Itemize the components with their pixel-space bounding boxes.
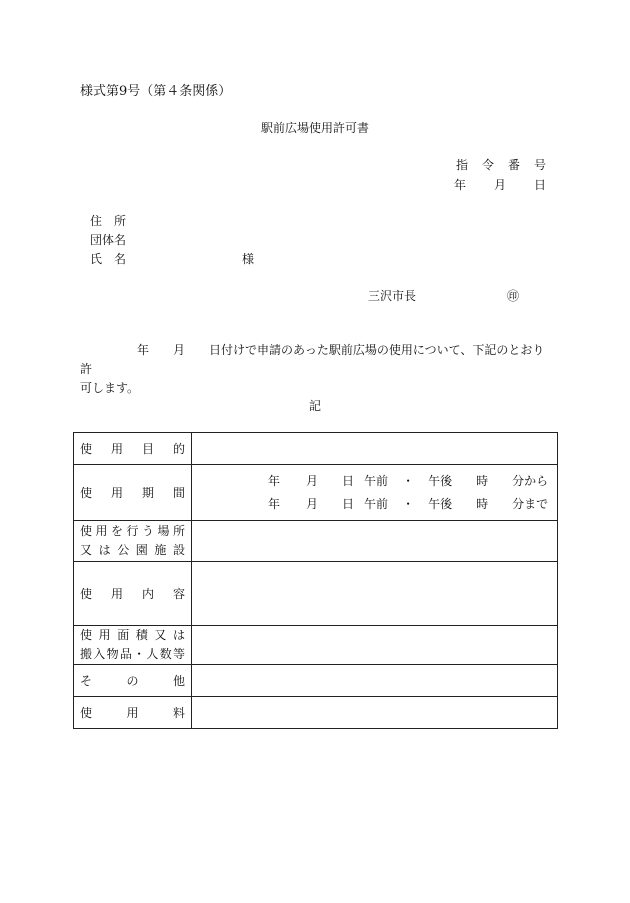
- permission-statement: [80, 341, 550, 398]
- label-char: 期: [141, 486, 154, 500]
- label-char: 使: [80, 587, 93, 601]
- row-place: [74, 521, 558, 562]
- stmt-month: 月: [173, 343, 186, 357]
- period-char: 月: [306, 473, 319, 488]
- purpose-label: [74, 433, 192, 465]
- seal-mark: ㊞: [507, 289, 520, 303]
- period-value: [192, 465, 558, 521]
- ref-char: 番: [507, 158, 520, 172]
- name-label: 氏 名: [90, 252, 127, 266]
- ref-char: 号: [533, 158, 546, 172]
- statement-line-2: 可します。: [80, 381, 140, 395]
- reference-number-label: [456, 156, 546, 173]
- period-char: 時: [476, 496, 489, 511]
- fee-value: [192, 697, 558, 729]
- other-value: [192, 665, 558, 697]
- label-char: 間: [172, 486, 185, 500]
- period-label: [74, 465, 192, 521]
- period-from-line: [192, 470, 557, 493]
- other-label: [74, 665, 192, 697]
- date-day: 日: [533, 178, 546, 192]
- label-char: 用: [110, 486, 123, 500]
- row-area: [74, 626, 558, 665]
- row-content: [74, 562, 558, 626]
- row-period: [74, 465, 558, 521]
- issuer-title: 三沢市長: [368, 289, 417, 303]
- area-value: [192, 626, 558, 665]
- ref-char: 令: [481, 158, 494, 172]
- label-char: 使: [80, 442, 93, 456]
- period-char: 時: [476, 473, 489, 488]
- label-char: 料: [172, 706, 185, 720]
- address-label: 住 所: [90, 214, 127, 228]
- label-char: 容: [172, 587, 185, 601]
- period-char: 分から: [512, 473, 549, 488]
- period-char: 午前: [364, 473, 389, 488]
- statement-line-1: [80, 341, 550, 379]
- place-label: [74, 521, 192, 562]
- ki-heading: 記: [308, 399, 321, 413]
- label-char: 他: [172, 674, 185, 688]
- label-char: 使: [80, 486, 93, 500]
- area-label: [74, 626, 192, 665]
- content-label: [74, 562, 192, 626]
- form-number: 様式第9号（第４条関係）: [80, 84, 232, 99]
- fee-label: [74, 697, 192, 729]
- label-line: 又は公園施設: [80, 543, 185, 557]
- label-char: の: [126, 674, 139, 688]
- label-char: 目: [141, 442, 154, 456]
- period-char: 日: [342, 473, 355, 488]
- period-char: ・: [402, 473, 415, 488]
- group-name-label: 団体名: [90, 233, 127, 247]
- label-char: 用: [126, 706, 139, 720]
- label-char: 内: [141, 587, 154, 601]
- stmt-day-text: 日付けで申請のあった駅前広場の使用について、下記のとおり許: [80, 343, 545, 376]
- label-line: 使用を行う場所: [80, 524, 185, 538]
- period-char: 月: [306, 496, 319, 511]
- honorific: 様: [242, 252, 255, 266]
- period-char: ・: [402, 496, 415, 511]
- label-char: 的: [172, 442, 185, 456]
- ref-char: 指: [455, 158, 468, 172]
- period-char: 午後: [428, 473, 453, 488]
- document-title: 駅前広場使用許可書: [260, 121, 369, 135]
- label-char: 用: [110, 587, 123, 601]
- purpose-value: [192, 433, 558, 465]
- content-value: [192, 562, 558, 626]
- period-char: 午後: [428, 496, 453, 511]
- permit-details-table: [73, 432, 558, 729]
- stmt-year: 年: [137, 343, 150, 357]
- period-char: 午前: [364, 496, 389, 511]
- date-year: 年: [453, 178, 466, 192]
- period-char: 分まで: [512, 496, 549, 511]
- row-other: [74, 665, 558, 697]
- row-purpose: [74, 433, 558, 465]
- label-line: 使用面積又は: [80, 628, 185, 642]
- label-line: 搬入物品・人数等: [80, 647, 185, 661]
- period-char: 年: [268, 473, 281, 488]
- reference-date-label: [454, 176, 546, 193]
- period-char: 日: [342, 496, 355, 511]
- label-char: 使: [80, 706, 93, 720]
- period-char: 年: [268, 496, 281, 511]
- date-month: 月: [493, 178, 506, 192]
- period-to-line: [192, 493, 557, 516]
- label-char: そ: [80, 674, 93, 688]
- place-value: [192, 521, 558, 562]
- label-char: 用: [110, 442, 123, 456]
- row-fee: [74, 697, 558, 729]
